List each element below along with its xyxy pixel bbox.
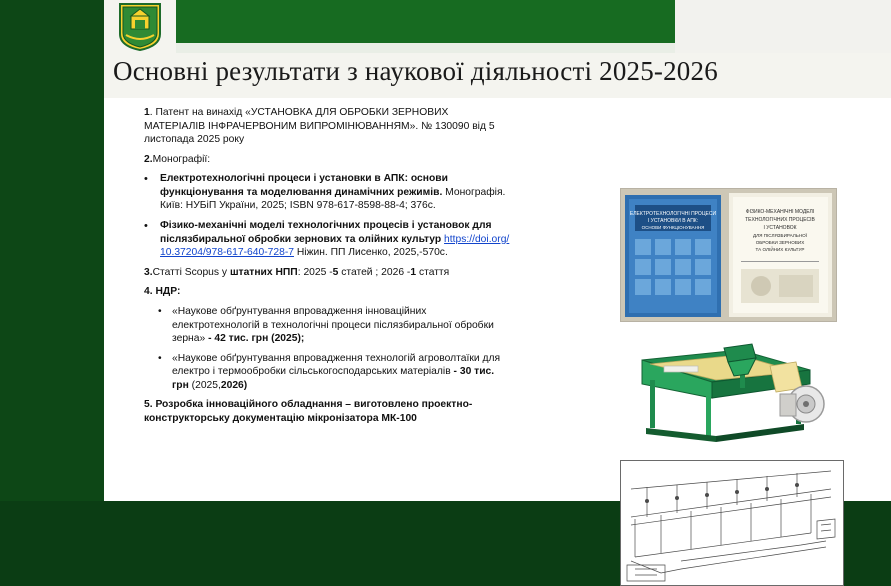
item2-text: Монографії: bbox=[152, 153, 211, 165]
svg-text:ЕЛЕКТРОТЕХНОЛОГІЧНІ ПРОЦЕСИ: ЕЛЕКТРОТЕХНОЛОГІЧНІ ПРОЦЕСИ bbox=[629, 211, 717, 217]
ndr-2-year-2026: 2026) bbox=[220, 379, 248, 391]
technical-drawing-schematic bbox=[620, 460, 844, 586]
paragraph-equipment: 5. Розробка інноваційного обладнання – виготовлено проектно-конструкторську документацію мікронізатора МК-100 bbox=[144, 399, 473, 424]
svg-text:ДЛЯ ПІСЛЯЗБИРАЛЬНОЇ: ДЛЯ ПІСЛЯЗБИРАЛЬНОЇ bbox=[752, 233, 808, 238]
monograph-1 bbox=[160, 172, 512, 213]
page-title: Основні результати з наукової діяльності 2025-2026 bbox=[113, 56, 718, 86]
item3-text-a: Статті Scopus у bbox=[152, 266, 230, 278]
item3-text-b: : 2025 - bbox=[297, 266, 333, 278]
list-item bbox=[158, 352, 512, 393]
drawing-illustration bbox=[621, 461, 843, 585]
ndr-2-text: «Наукове обґрунтування впровадження технологій агроволтаїки для електро і термообробки сільськогосподарських матеріалів bbox=[172, 352, 501, 378]
scopus-count-2026: 1 bbox=[410, 266, 417, 278]
university-emblem-icon bbox=[118, 2, 162, 52]
ndr-list bbox=[144, 305, 512, 392]
monograph-2-details: Ніжин. ПП Лисенко, 2025,-570с. bbox=[293, 247, 448, 259]
item3-number: 3. bbox=[144, 266, 153, 278]
ndr-1-text: «Наукове обґрунтування впровадження інноваційних електротехнологій в технологічні процеси післязбиральної обробки зерна» bbox=[172, 305, 494, 345]
ndr-1-funding: - 42 тис. грн (2025); bbox=[208, 333, 305, 345]
text-content bbox=[144, 106, 512, 432]
doi-link[interactable]: https://doi.org/10.37204/978-617-640-728-7 bbox=[160, 233, 510, 259]
scopus-count-2025: 5 bbox=[332, 266, 339, 278]
ndr-2-funding: - 30 тис. грн bbox=[172, 366, 495, 391]
item3-emphasis: штатних НПП bbox=[229, 266, 298, 278]
item2-number: 2. bbox=[144, 153, 153, 165]
top-light-strip bbox=[176, 43, 675, 53]
svg-text:ТА ОЛІЙНИХ КУЛЬТУР: ТА ОЛІЙНИХ КУЛЬТУР bbox=[755, 247, 805, 252]
item3-text-c: статей ; 2026 - bbox=[338, 266, 411, 278]
bullet-icon: • bbox=[144, 220, 148, 233]
svg-text:ОСНОВИ ФУНКЦІОНУВАННЯ: ОСНОВИ ФУНКЦІОНУВАННЯ bbox=[641, 225, 705, 230]
slide-body bbox=[104, 98, 891, 501]
monograph-1-details: Монографія. Київ: НУБіП України, 2025; ISBN 978-617-8598-88-4; 376с. bbox=[160, 186, 506, 212]
left-decorative-column bbox=[0, 0, 104, 501]
svg-text:ФІЗИКО-МЕХАНІЧНІ МОДЕЛІ: ФІЗИКО-МЕХАНІЧНІ МОДЕЛІ bbox=[745, 209, 815, 215]
svg-text:І УСТАНОВОК: І УСТАНОВОК bbox=[763, 225, 797, 231]
list-item bbox=[144, 219, 512, 260]
top-green-strip bbox=[176, 0, 675, 43]
list-item bbox=[144, 172, 512, 213]
monograph-1-title: Електротехнологічні процеси і установки в АПК: основи функціонування та моделювання динамічних режимів. bbox=[160, 173, 448, 198]
item3-text-d: стаття bbox=[416, 266, 450, 278]
svg-text:І УСТАНОВКИ В АПК:: І УСТАНОВКИ В АПК: bbox=[647, 218, 699, 224]
ndr-2-years: (2025, bbox=[188, 379, 221, 391]
svg-text:ОБРОБКИ ЗЕРНОВИХ: ОБРОБКИ ЗЕРНОВИХ bbox=[755, 240, 805, 245]
monograph-2 bbox=[160, 219, 512, 260]
paragraph-patent bbox=[144, 106, 512, 147]
ndr-1 bbox=[172, 305, 512, 346]
list-item bbox=[158, 305, 512, 346]
paragraph-ndr-head: 4. НДР: bbox=[144, 286, 181, 298]
bullet-icon: • bbox=[144, 173, 148, 186]
title-band bbox=[104, 53, 891, 98]
book-covers-illustration bbox=[621, 189, 836, 321]
item1-number: 1 bbox=[144, 107, 150, 118]
bullet-icon: • bbox=[158, 305, 162, 317]
logo-container bbox=[104, 0, 176, 53]
top-band bbox=[0, 0, 891, 53]
paragraph-scopus bbox=[144, 266, 512, 280]
grain-processing-machine-render bbox=[620, 332, 838, 448]
bullet-icon: • bbox=[158, 352, 162, 364]
svg-text:ТЕХНОЛОГІЧНИХ ПРОЦЕСІВ: ТЕХНОЛОГІЧНИХ ПРОЦЕСІВ bbox=[745, 217, 815, 223]
item1-text: . Патент на винахід «УСТАНОВКА ДЛЯ ОБРОБКИ ЗЕРНОВИХ МАТЕРІАЛІВ ІНФРАЧЕРВОНИМ ВИПРОМІНЮВАННЯМ». № 130090 від 5 листопада 2025 року bbox=[144, 107, 495, 146]
ndr-2 bbox=[172, 352, 512, 393]
machine-illustration bbox=[620, 332, 838, 448]
book-covers-photo bbox=[620, 188, 837, 322]
top-right-white-block bbox=[675, 0, 891, 53]
paragraph-monographs-head bbox=[144, 153, 512, 167]
monograph-2-title: Фізико-механічні моделі технологічних процесів і установок для післязбиральної обробки зернових та олійних культур bbox=[160, 220, 492, 245]
